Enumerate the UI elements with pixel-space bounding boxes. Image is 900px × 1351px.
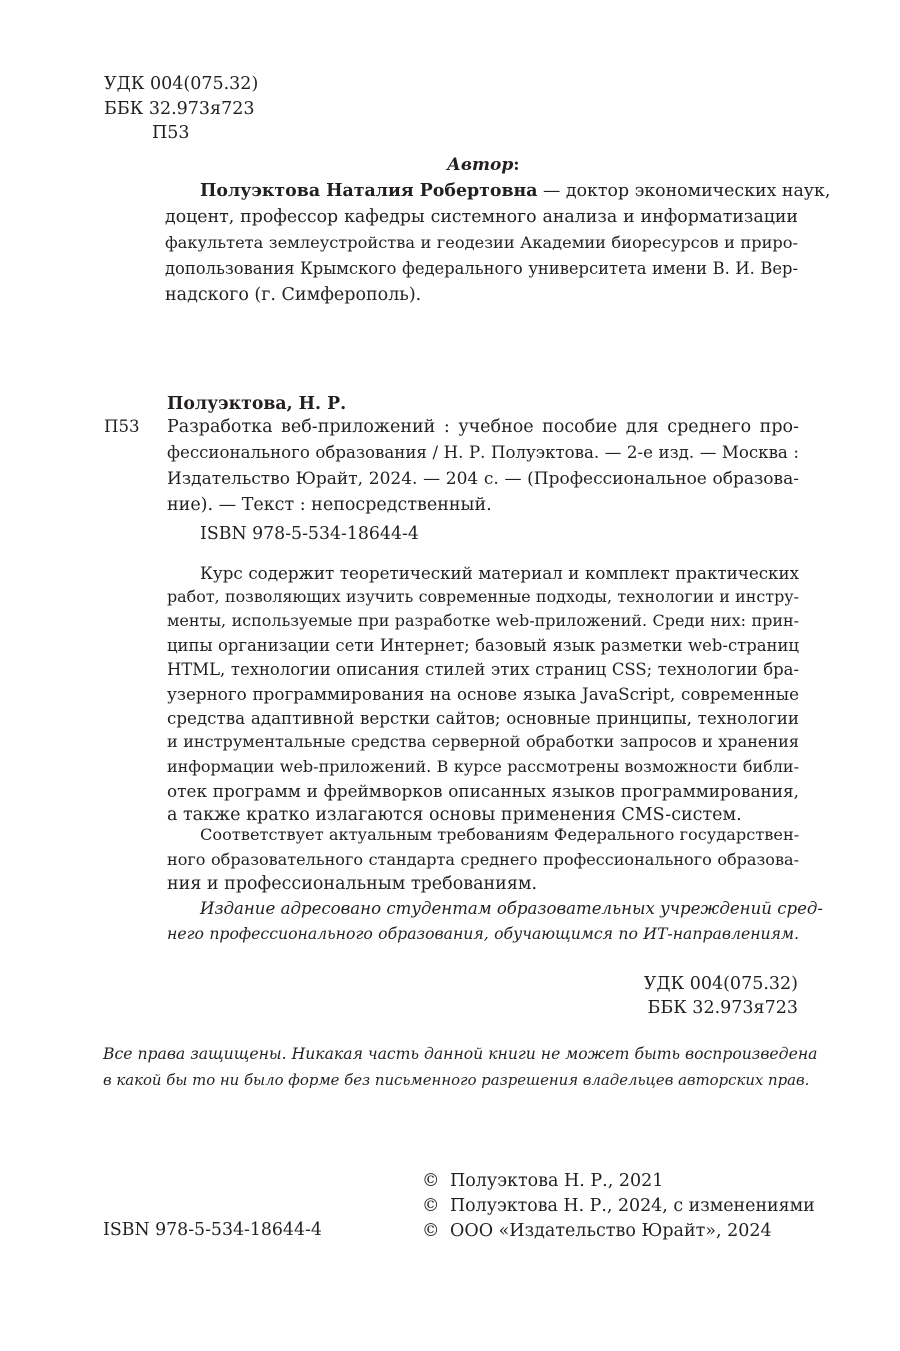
rights-line-1: Все права защищены. Никакая часть данной книги не может быть воспроизведена: [103, 1044, 818, 1063]
abstract-line: Курс содержит теоретический материал и комплект практических: [200, 563, 799, 583]
author-line-4: допользования Крымского федерального университета имени В. И. Вер-: [165, 259, 798, 278]
udk-code: УДК 004(075.32): [104, 74, 259, 94]
copyright-line: [422, 1219, 815, 1244]
abstract-line: отек программ и фреймворков описанных языков программирования,: [167, 780, 799, 801]
author-name: Полуэктова Наталия Робертовна: [200, 181, 538, 201]
classification-right: [644, 972, 798, 1020]
udk-code-right: УДК 004(075.32): [643, 974, 798, 994]
abstract-line: менты, используемые при разработке web-приложений. Среди них: прин-: [167, 611, 799, 631]
entry-isbn: ISBN 978-5-534-18644-4: [200, 524, 419, 544]
copyright-symbol: ©: [422, 1221, 440, 1241]
copyright-block: [422, 1169, 815, 1244]
author-heading-colon: :: [513, 155, 520, 175]
entry-line-1: Разработка веб-приложений : учебное пособие для среднего про-: [167, 417, 799, 437]
abstract-line: и инструментальные средства серверной обработки запросов и хранения: [167, 732, 799, 752]
classification-block: [104, 72, 258, 146]
author-line-2: доцент, профессор кафедры системного анализа и информатизации: [165, 207, 798, 227]
copyright-text: Полуэктова Н. Р., 2024, с изменениями: [450, 1196, 815, 1216]
compliance-line-2: ного образовательного стандарта среднего профессионального образова-: [167, 849, 799, 869]
footer-isbn: ISBN 978-5-534-18644-4: [103, 1220, 322, 1240]
abstract-last-line: а также кратко излагаются основы применения CMS-систем.: [167, 805, 742, 826]
target-audience: [167, 896, 824, 946]
copyright-symbol: ©: [422, 1171, 440, 1191]
bbk-code-right: ББК 32.973я723: [647, 998, 798, 1018]
abstract-line: работ, позволяющих изучить современные подходы, технологии и инстру-: [167, 587, 799, 607]
target-line-2: него профессионального образования, обучающимся по ИТ-направлениям.: [167, 924, 799, 943]
abstract-line: средства адаптивной верстки сайтов; основные принципы, технологии: [167, 708, 799, 729]
abstract-line: информации web-приложений. В курсе рассмотрены возможности библи-: [167, 756, 799, 776]
abstract: [167, 561, 799, 827]
bbk-code: ББК 32.973я723: [104, 98, 255, 119]
entry-line-4: ние). — Текст : непосредственный.: [167, 495, 492, 515]
compliance-line-1: Соответствует актуальным требованиям Федерального государствен-: [200, 825, 800, 844]
author-mark: П53: [152, 123, 190, 143]
entry-line-2: фессионального образования / Н. Р. Полуэктова. — 2-е изд. — Москва :: [167, 443, 799, 462]
author-description: [165, 178, 831, 308]
copyright-line: [422, 1194, 815, 1219]
rights-line-2: в какой бы то ни было форме без письменного разрешения владельцев авторских прав.: [103, 1071, 810, 1089]
author-line-5: надского (г. Симферополь).: [165, 285, 422, 305]
abstract-line: HTML, технологии описания стилей этих страниц CSS; технологии бра-: [167, 659, 799, 679]
copyright-text: Полуэктова Н. Р., 2021: [450, 1171, 664, 1191]
abstract-line: узерного программирования на основе языка JavaScript, современные: [167, 684, 799, 705]
entry-line-3: Издательство Юрайт, 2024. — 204 с. — (Профессиональное образова-: [167, 469, 799, 489]
entry-code: П53: [104, 417, 140, 436]
abstract-line: ципы организации сети Интернет; базовый язык разметки web-страниц: [167, 635, 799, 655]
copyright-line: [422, 1169, 815, 1194]
copyright-text: ООО «Издательство Юрайт», 2024: [450, 1221, 772, 1241]
author-line-1-rest: — доктор экономических наук,: [537, 181, 831, 201]
standard-compliance: [167, 823, 799, 897]
rights-notice: [103, 1040, 818, 1094]
author-heading: [447, 153, 520, 177]
author-heading-label: Автор: [447, 155, 514, 175]
copyright-symbol: ©: [422, 1196, 440, 1216]
bibliographic-entry: [167, 414, 799, 518]
compliance-line-3: ния и профессиональным требованиям.: [167, 874, 538, 894]
author-line-1: [165, 178, 831, 204]
author-line-3: факультета землеустройства и геодезии Академии биоресурсов и приро-: [165, 233, 798, 252]
target-line-1: Издание адресовано студентам образовательных учреждений сред-: [200, 899, 824, 918]
entry-author-heading: Полуэктова, Н. Р.: [167, 394, 347, 414]
